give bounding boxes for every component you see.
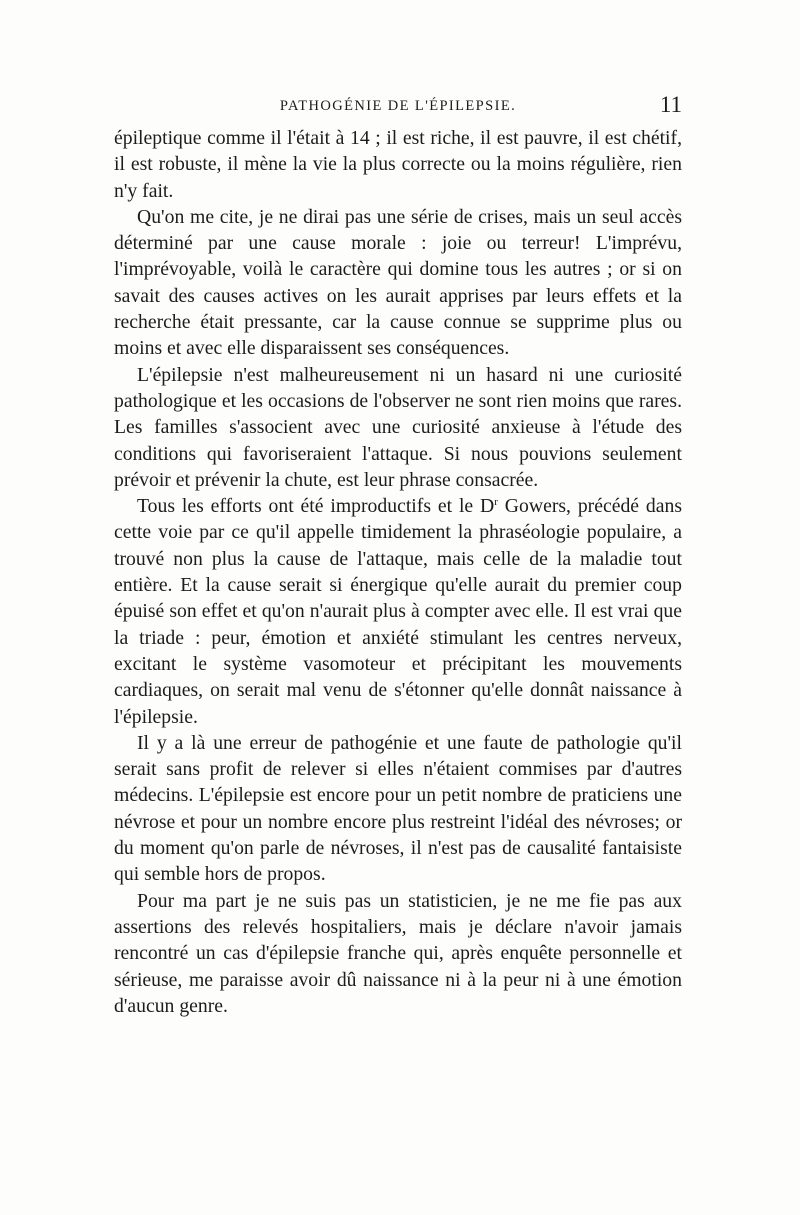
paragraph: L'épilepsie n'est malheureusement ni un hasard ni une curiosité pathologique et les occasions de l'observer ne sont rien moins que rares. Les familles s'associent avec une curiosité anxieuse à l'étude des conditions qui favoriseraient l'attaque. Si nous pouvions seulement prévoir et prévenir la chute, est leur phrase consacrée.: [114, 363, 682, 491]
running-head: [114, 92, 682, 122]
paragraph: Pour ma part je ne suis pas un statisticien, je ne me fie pas aux assertions des relevés hospitaliers, mais je déclare n'avoir jamais rencontré un cas d'épilepsie franche qui, après enquête personnelle et sérieuse, me paraisse avoir dû naissance ni à la peur ni à une émotion d'aucun genre.: [114, 889, 682, 1017]
paragraph-text: Tous les efforts ont été improductifs et le D: [137, 495, 495, 518]
body-text: [114, 125, 682, 1019]
paragraph-text: Gowers, précédé dans cette voie par ce qu'il appelle timidement la phraséologie populaire, a trouvé non plus la cause de l'attaque, mais celle de la maladie tout entière. Et la cause serait si énergique qu'elle aurait du premier coup épuisé son effet et qu'on n'aurait plus à compter avec elle. Il est vrai que la triade : peur, émotion et anxiété stimulant les centres nerveux, excitant le système vasomoteur et précipitant les mouvements cardiaques, on serait mal venu de s'étonner qu'elle donnât naissance à l'épilepsie.: [114, 495, 682, 728]
paragraph-continued: épileptique comme il l'était à 14 ; il est riche, il est pauvre, il est chétif, il est robuste, il mène la vie la plus correcte ou la moins régulière, rien n'y fait.: [114, 127, 682, 202]
paragraph: Il y a là une erreur de pathogénie et une faute de pathologie qu'il serait sans profit de relever si elles n'étaient commises par d'autres médecins. L'épilepsie est encore pour un petit nombre de praticiens une névrose et pour un nombre encore plus restreint l'idéal des névroses; or du moment qu'on parle de névroses, il n'est pas de causalité fantaisiste qui semble hors de propos.: [114, 731, 682, 886]
paragraph: Qu'on me cite, je ne dirai pas une série de crises, mais un seul accès déterminé par une cause morale : joie ou terreur! L'imprévu, l'imprévoyable, voilà le caractère qui domine tous les autres ; or si on savait des causes actives on les aurait apprises par leurs effets et la recherche était pressante, car la cause connue se supprime plus ou moins et avec elle disparaissent ses conséquences.: [114, 205, 682, 360]
page-number: 11: [659, 92, 682, 117]
superscript: r: [494, 496, 498, 509]
running-title: PATHOGÉNIE DE L'ÉPILEPSIE.: [279, 98, 517, 114]
paragraph: [114, 493, 682, 730]
